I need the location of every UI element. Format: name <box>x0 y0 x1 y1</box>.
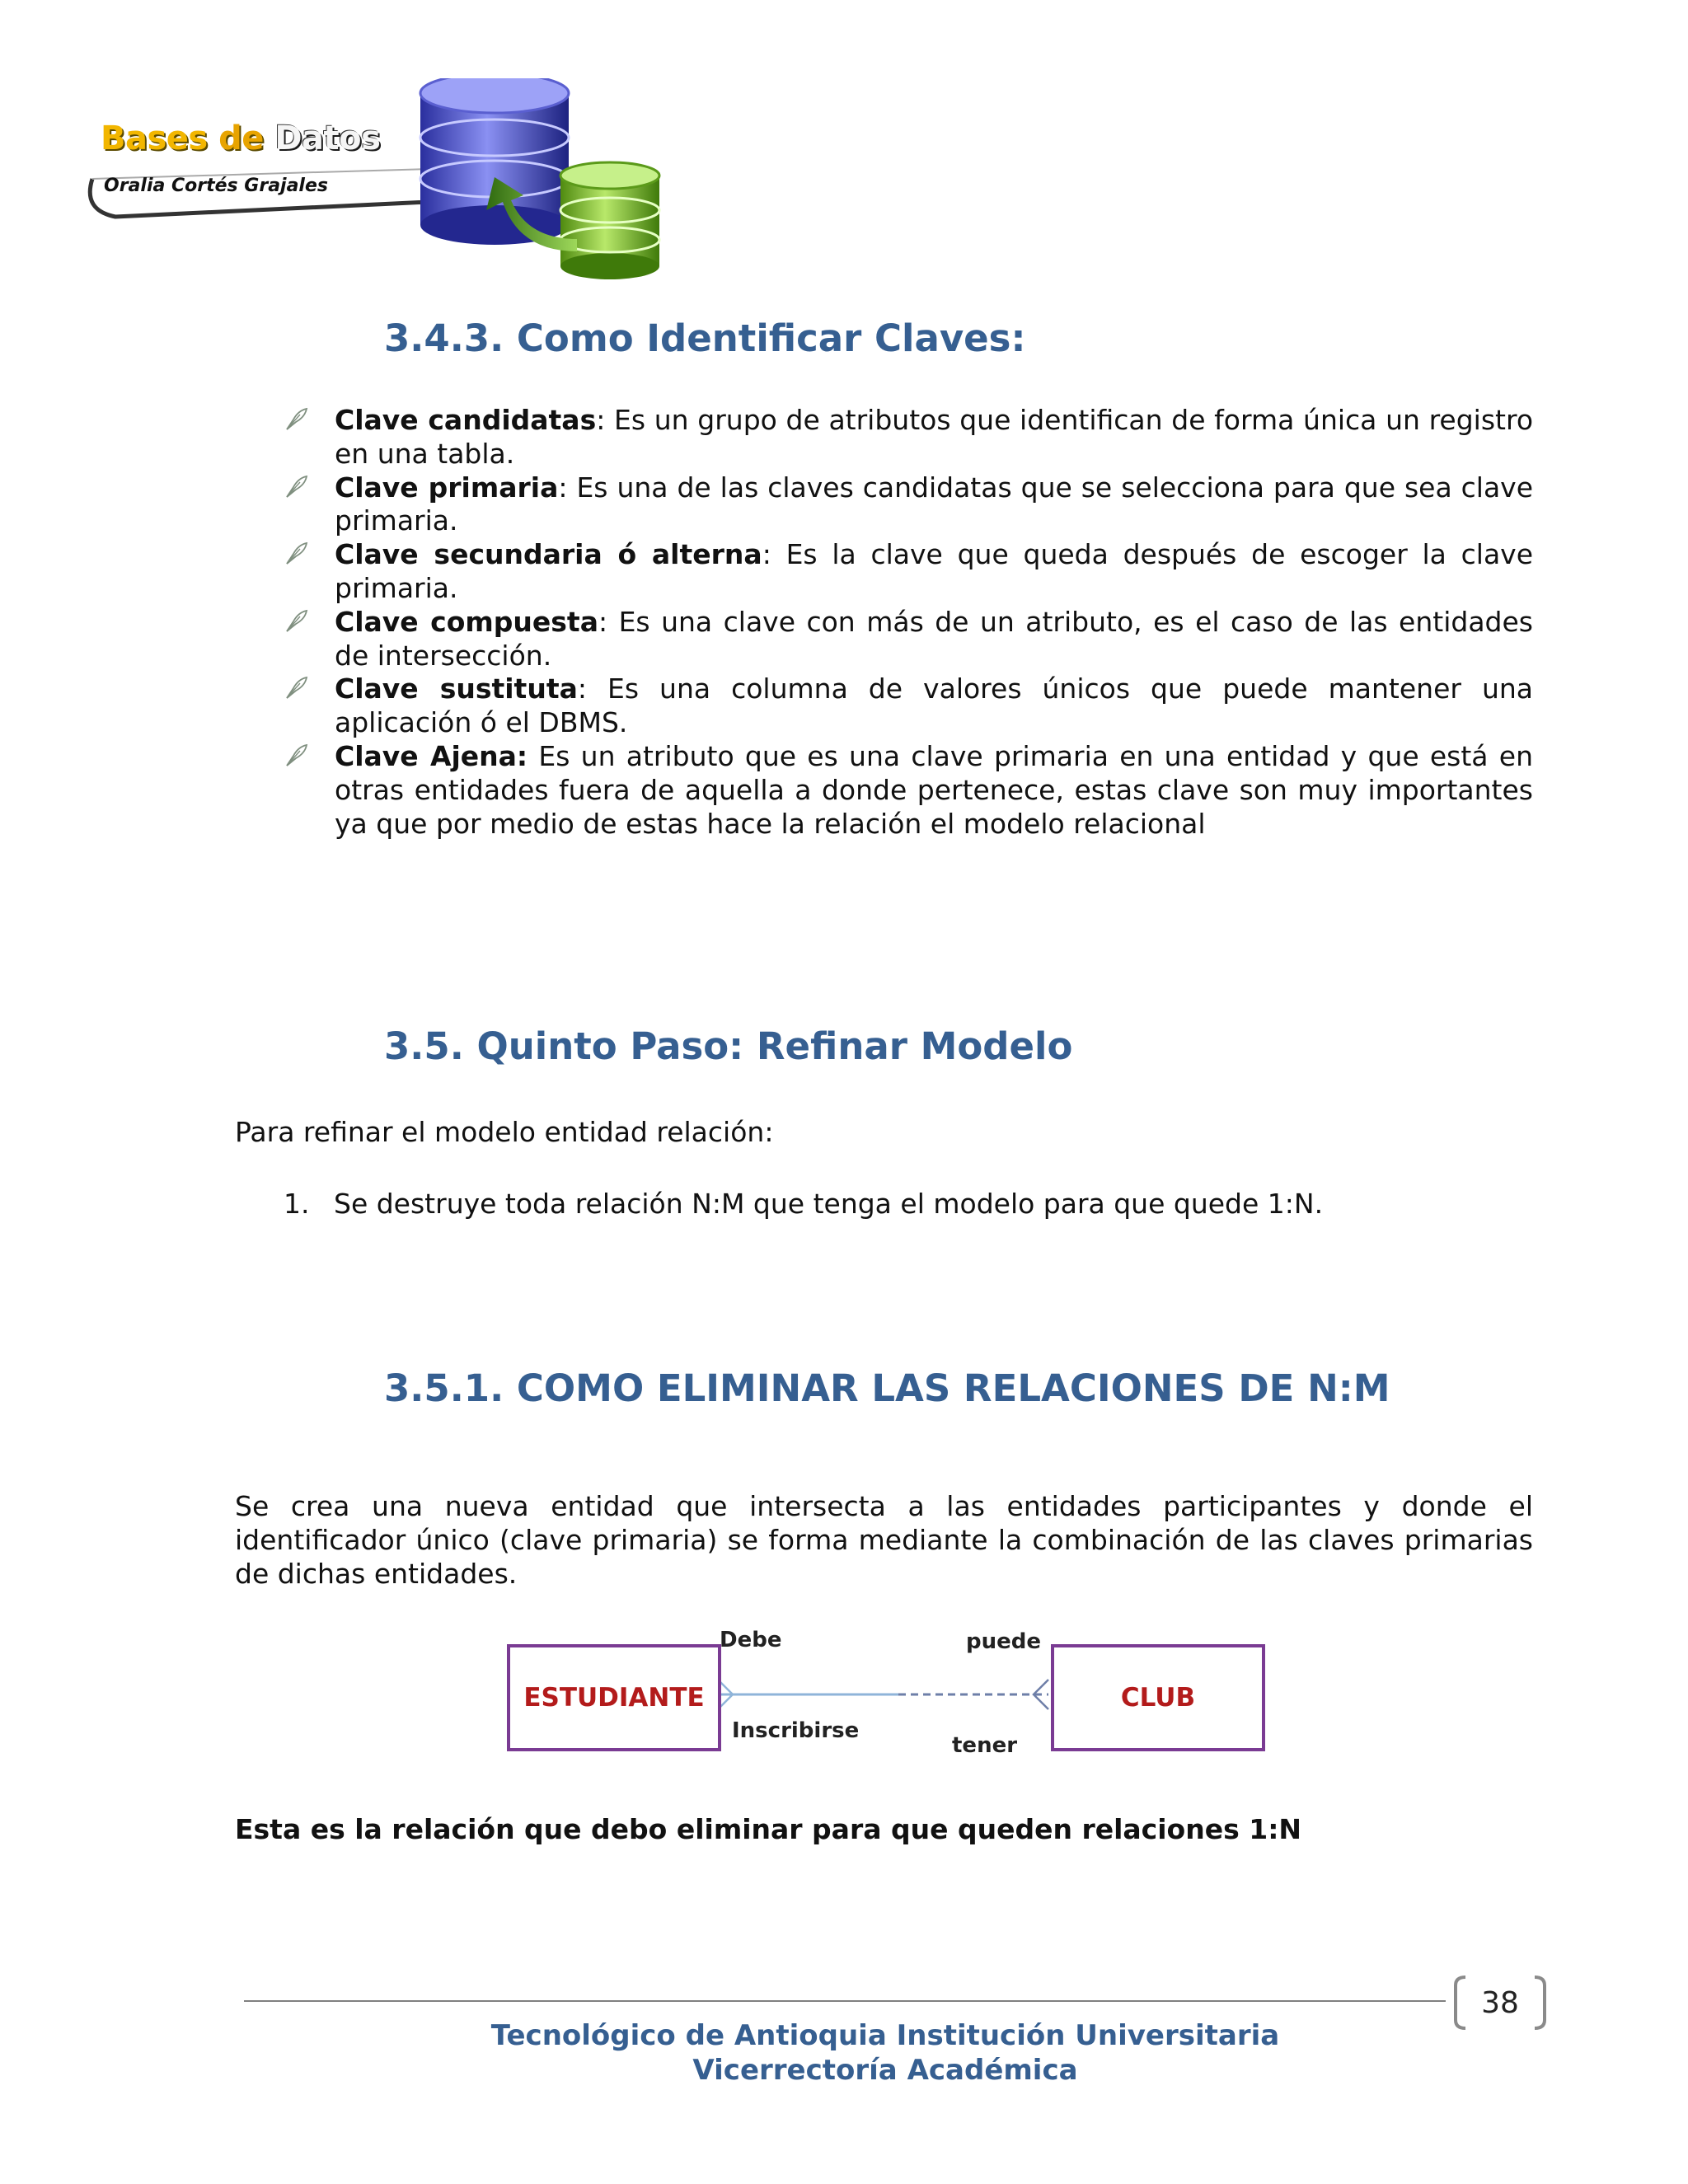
heading-refine-model: 3.5. Quinto Paso: Refinar Modelo <box>384 1024 1073 1068</box>
key-term: Clave secundaria ó alterna <box>335 538 762 571</box>
entity-club: CLUB <box>1051 1644 1265 1751</box>
heading-remove-nm: 3.5.1. COMO ELIMINAR LAS RELACIONES DE N:M <box>384 1366 1390 1410</box>
logo-title-part3: Datos <box>274 120 381 157</box>
key-term: Clave primaria <box>335 471 559 504</box>
logo-title-part1: Bases <box>101 120 219 157</box>
label-inscribirse: Inscribirse <box>732 1718 860 1743</box>
key-separator: : <box>558 471 577 504</box>
key-description <box>335 538 1533 606</box>
feather-bullet-icon <box>284 676 308 701</box>
key-text: Es un atributo que es una clave primaria en una entidad y que está en otras entidades fuera de aquella a donde pertenece, estas clave son muy importantes ya que por medio de estas hace la relación el modelo relacional <box>335 739 1533 840</box>
key-text: Es un grupo de atributos que identifican de forma única un registro en una tabla. <box>335 404 1534 470</box>
list-item <box>284 404 1533 471</box>
key-separator: : <box>598 605 619 638</box>
logo-author: Oralia Cortés Grajales <box>104 176 328 196</box>
feather-bullet-icon <box>284 541 308 566</box>
list-item <box>284 471 1533 539</box>
label-debe: Debe <box>720 1628 782 1652</box>
key-text: Es una clave con más de un atributo, es el caso de las entidades de intersección. <box>335 605 1533 672</box>
key-description <box>335 740 1533 841</box>
feather-bullet-icon <box>284 475 308 499</box>
list-item <box>284 740 1533 841</box>
key-term: Clave sustituta <box>335 673 578 705</box>
step-text: Se destruye toda relación N:M que tenga el modelo para que quede 1:N. <box>334 1188 1324 1220</box>
key-separator: : <box>762 538 786 571</box>
key-description <box>335 471 1533 539</box>
label-puede: puede <box>966 1629 1041 1654</box>
nm-paragraph: Se crea una nueva entidad que intersecta a las entidades participantes y donde el identificador único (clave primaria) se forma mediante la combinación de las claves primarias de dichas entidades. <box>235 1490 1533 1590</box>
entity-estudiante: ESTUDIANTE <box>507 1644 721 1751</box>
footer-department: Vicerrectoría Académica <box>692 2054 1078 2087</box>
label-tener: tener <box>952 1733 1018 1758</box>
key-term: Clave Ajena: <box>335 739 528 772</box>
heading-identify-keys: 3.4.3. Como Identificar Claves: <box>384 316 1026 360</box>
key-text: Es la clave que queda después de escoger la clave primaria. <box>335 538 1534 604</box>
key-description <box>335 606 1533 673</box>
footer-divider <box>244 2000 1446 2002</box>
logo-title-part2: de <box>218 120 275 157</box>
key-separator: : <box>577 673 607 705</box>
key-term: Clave compuesta <box>335 605 598 638</box>
refine-intro: Para refinar el modelo entidad relación: <box>235 1116 774 1148</box>
key-text: Es una de las claves candidatas que se selecciona para que sea clave primaria. <box>335 471 1533 537</box>
key-separator <box>528 740 538 772</box>
key-description <box>335 673 1533 740</box>
key-description <box>335 404 1533 471</box>
step-number: 1. <box>284 1188 310 1220</box>
list-item <box>284 538 1533 606</box>
feather-bullet-icon <box>284 407 308 432</box>
logo-title <box>101 120 380 157</box>
footer-institution: Tecnológico de Antioquia Institución Universitaria <box>490 2019 1280 2052</box>
list-item <box>284 673 1533 740</box>
er-diagram <box>495 1619 1278 1772</box>
key-text: Es una columna de valores únicos que puede mantener una aplicación ó el DBMS. <box>335 673 1533 739</box>
feather-bullet-icon <box>284 609 308 634</box>
conclusion-text: Esta es la relación que debo eliminar para que queden relaciones 1:N <box>235 1813 1302 1845</box>
feather-bullet-icon <box>284 743 308 768</box>
key-separator: : <box>596 404 615 436</box>
page-number: 38 <box>1481 1986 1519 2020</box>
header-logo <box>82 78 676 284</box>
key-term: Clave candidatas <box>335 404 597 436</box>
list-item <box>284 606 1533 673</box>
keys-list <box>284 404 1533 841</box>
